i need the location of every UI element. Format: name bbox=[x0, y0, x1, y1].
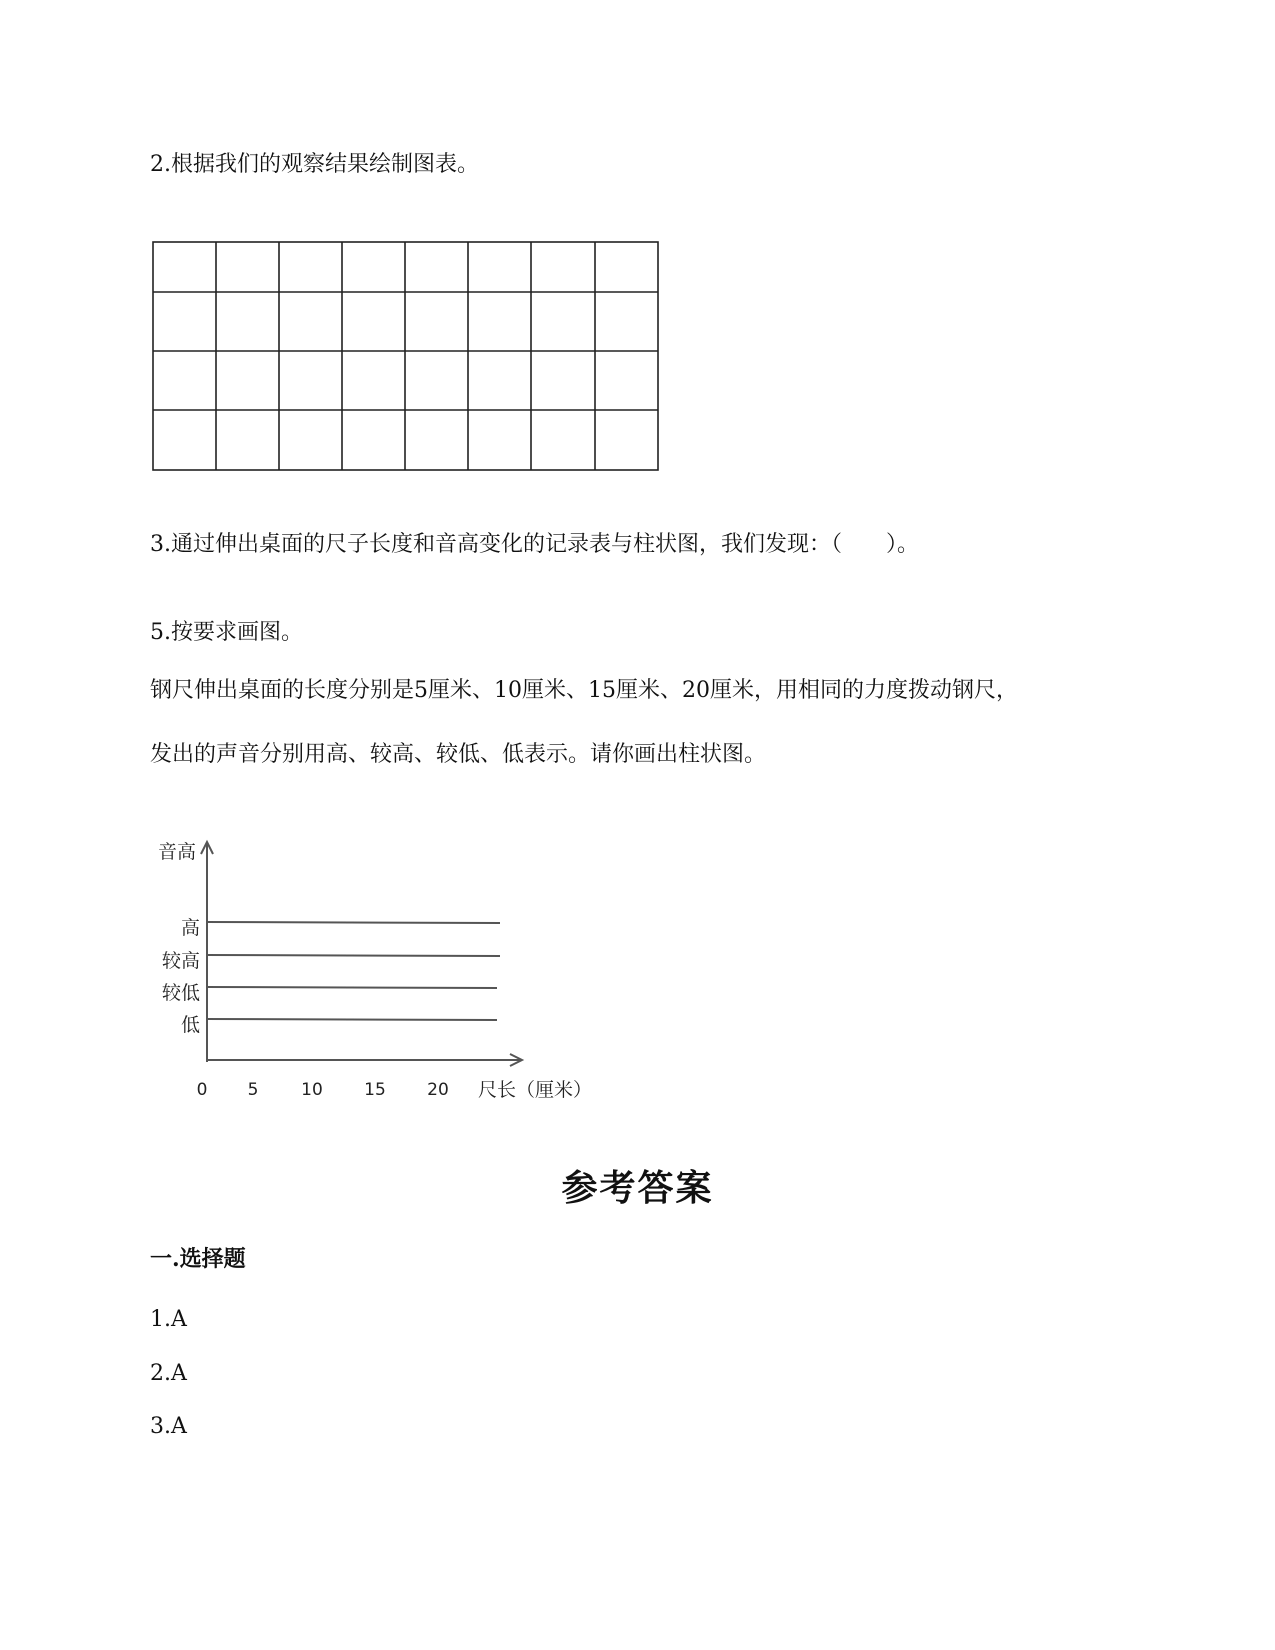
x-tick-label: 10 bbox=[301, 1080, 323, 1100]
x-tick-label: 5 bbox=[247, 1080, 259, 1100]
level-line-fairly-low bbox=[207, 987, 497, 988]
level-label-high: 高 bbox=[180, 917, 200, 939]
answer-item: 3.A bbox=[150, 1414, 187, 1439]
level-label-fairly-high: 较高 bbox=[161, 950, 200, 972]
answer-item: 1.A bbox=[150, 1307, 187, 1332]
level-line-low bbox=[207, 1019, 497, 1020]
x-tick-label: 20 bbox=[427, 1080, 449, 1100]
question-3: 3.通过伸出桌面的尺子长度和音高变化的记录表与柱状图，我们发现：（ ）。 bbox=[150, 532, 919, 557]
pitch-length-diagram bbox=[150, 830, 650, 1110]
question-5-description-line-2: 发出的声音分别用高、较高、较低、低表示。请你画出柱状图。 bbox=[150, 742, 767, 767]
x-axis-label: 尺长（厘米） bbox=[478, 1079, 593, 1101]
level-label-fairly-low: 较低 bbox=[161, 982, 200, 1004]
level-label-low: 低 bbox=[180, 1014, 200, 1036]
level-line-high bbox=[207, 922, 500, 923]
question-5-description-line-1: 钢尺伸出桌面的长度分别是5厘米、10厘米、15厘米、20厘米，用相同的力度拨动钢尺， bbox=[150, 678, 1018, 703]
answer-item: 2.A bbox=[150, 1361, 187, 1386]
y-axis-label: 音高 bbox=[158, 841, 197, 863]
question-5: 5.按要求画图。 bbox=[150, 620, 303, 645]
level-line-fairly-high bbox=[207, 955, 500, 956]
question-2: 2.根据我们的观察结果绘制图表。 bbox=[150, 152, 479, 177]
x-tick-label: 15 bbox=[364, 1080, 386, 1100]
answers-title: 参考答案 bbox=[561, 1167, 714, 1209]
x-tick-label: 0 bbox=[196, 1080, 208, 1100]
blank-chart-grid bbox=[152, 241, 662, 473]
section-heading-multiple-choice: 一.选择题 bbox=[150, 1246, 246, 1272]
